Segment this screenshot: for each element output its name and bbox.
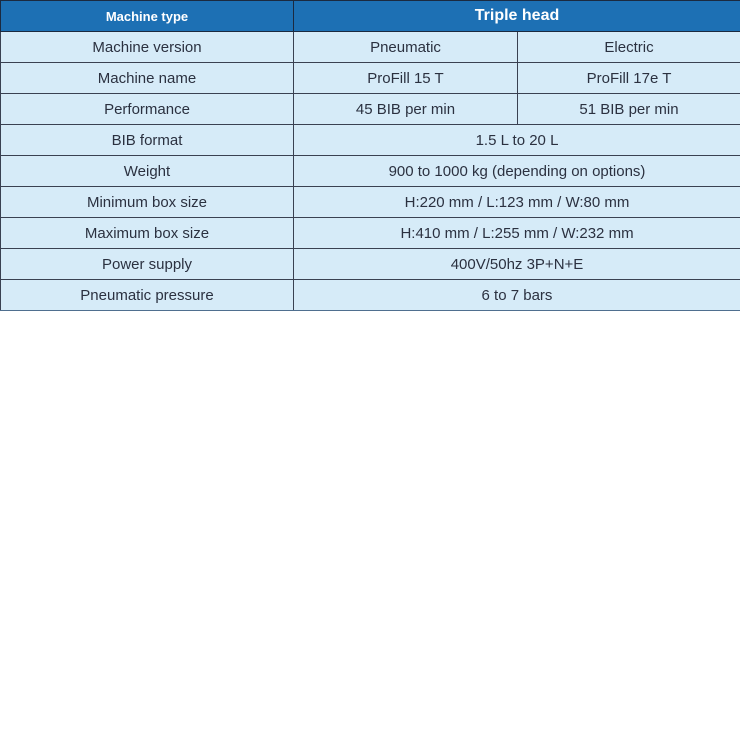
header-value: Triple head (294, 1, 740, 32)
row-value: H:410 mm / L:255 mm / W:232 mm (294, 218, 740, 249)
row-label: Machine version (1, 32, 294, 63)
row-value: 1.5 L to 20 L (294, 125, 740, 156)
spec-table (0, 0, 740, 311)
row-value-pneumatic: 45 BIB per min (294, 94, 518, 125)
table-row (1, 187, 740, 218)
row-value-electric: ProFill 17e T (518, 63, 740, 94)
header-row (1, 1, 740, 32)
row-label: Maximum box size (1, 218, 294, 249)
row-label: Weight (1, 156, 294, 187)
row-value-pneumatic: Pneumatic (294, 32, 518, 63)
table-row (1, 156, 740, 187)
table-row (1, 125, 740, 156)
table-row (1, 218, 740, 249)
row-value: 400V/50hz 3P+N+E (294, 249, 740, 280)
row-value: H:220 mm / L:123 mm / W:80 mm (294, 187, 740, 218)
row-value-electric: Electric (518, 32, 740, 63)
header-label: Machine type (1, 1, 294, 32)
row-label: BIB format (1, 125, 294, 156)
table-row (1, 94, 740, 125)
table-row (1, 249, 740, 280)
table-row (1, 280, 740, 311)
row-value-pneumatic: ProFill 15 T (294, 63, 518, 94)
row-label: Performance (1, 94, 294, 125)
row-value: 6 to 7 bars (294, 280, 740, 311)
row-label: Minimum box size (1, 187, 294, 218)
row-label: Machine name (1, 63, 294, 94)
row-label: Power supply (1, 249, 294, 280)
table-row (1, 63, 740, 94)
row-label: Pneumatic pressure (1, 280, 294, 311)
row-value-electric: 51 BIB per min (518, 94, 740, 125)
table-row (1, 32, 740, 63)
row-value: 900 to 1000 kg (depending on options) (294, 156, 740, 187)
